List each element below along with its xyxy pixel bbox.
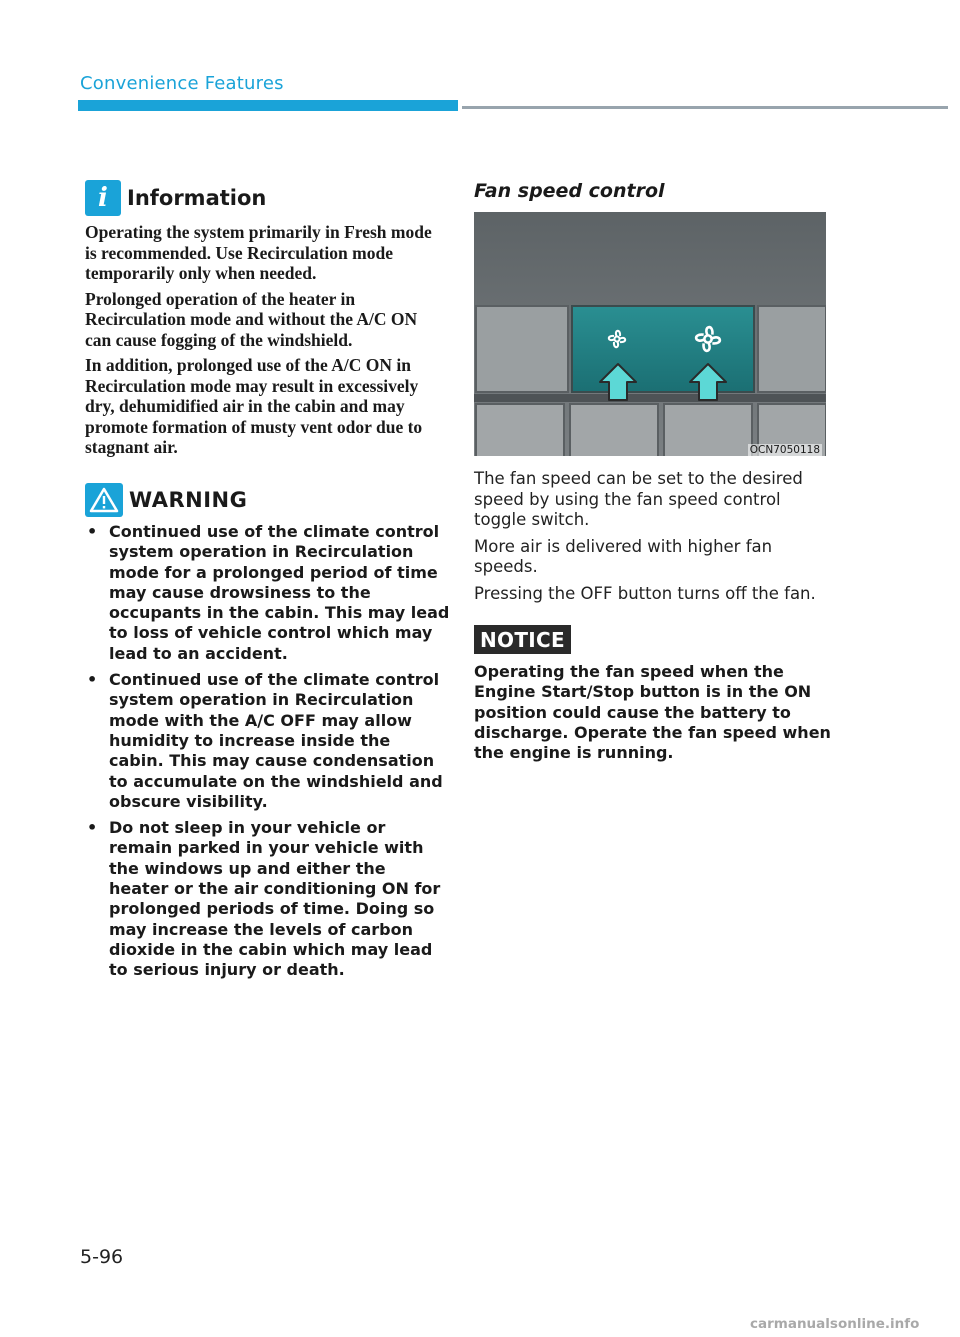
page-number: 5-96 — [80, 1246, 124, 1268]
information-header — [85, 180, 445, 216]
fan-speed-paragraph: More air is delivered with higher fan speeds. — [474, 536, 773, 576]
bullet: • — [87, 818, 98, 838]
control-panel-illustration — [474, 212, 826, 456]
warning-item-text: Continued use of the climate control system operation in Recirculation mode for a prolonged period of time may cause drowsiness to the occupants in the cabin. This may lead to loss of vehicle control which may lead to an accident. — [109, 522, 450, 663]
information-paragraph: In addition, prolonged use of the A/C ON in Recirculation mode may result in excessively dry, dehumidified air in the cabin and may promote formation of musty vent odor due to stagnant air. — [85, 355, 423, 457]
warning-item — [85, 818, 450, 980]
figure-code: OCN7050118 — [749, 444, 820, 456]
notice-text: Operating the fan speed when the Engine Start/Stop button is in the ON position could cause the battery to discharge. Operate the fan speed when the engine is running. — [474, 662, 831, 763]
warning-list — [85, 522, 450, 981]
section-title: Convenience Features — [80, 73, 284, 94]
notice-box — [474, 625, 834, 763]
header-rule-gray — [462, 106, 948, 109]
fan-speed-title: Fan speed control — [474, 180, 665, 202]
warning-item-text: Do not sleep in your vehicle or remain parked in your vehicle with the windows up and either the heater or the air conditioning ON for prolonged periods of time. Doing so may increase the levels of carbon dioxide in the cabin which may lead to serious injury or death. — [109, 818, 441, 980]
information-box — [85, 180, 445, 463]
information-paragraph: Prolonged operation of the heater in Recirculation mode and without the A/C ON can cause fogging of the windshield. — [85, 288, 418, 350]
warning-item — [85, 522, 450, 664]
fan-speed-paragraph: Pressing the OFF button turns off the fan. — [474, 583, 816, 603]
fan-speed-description — [474, 469, 834, 610]
warning-item-text: Continued use of the climate control system operation in Recirculation mode with the A/C OFF may allow humidity to increase inside the cabin. This may cause condensation to accumulate on the windshield and obscure visibility. — [109, 670, 443, 811]
warning-item — [85, 670, 450, 812]
notice-badge: NOTICE — [474, 625, 571, 654]
fan-speed-figure — [474, 212, 826, 456]
fan-speed-paragraph: The fan speed can be set to the desired speed by using the fan speed control toggle switch. — [474, 469, 803, 529]
bullet: • — [87, 522, 98, 541]
warning-triangle-icon — [85, 483, 123, 517]
information-title: Information — [127, 186, 267, 210]
bullet: • — [87, 670, 98, 690]
header-rule-accent — [78, 100, 458, 111]
information-paragraph: Operating the system primarily in Fresh mode is recommended. Use Recirculation mode temporarily only when needed. — [85, 222, 432, 283]
warning-header — [85, 482, 450, 518]
info-icon: i — [85, 180, 121, 216]
watermark: carmanualsonline.info — [750, 1316, 920, 1332]
warning-box — [85, 482, 450, 987]
warning-title: WARNING — [129, 488, 248, 512]
